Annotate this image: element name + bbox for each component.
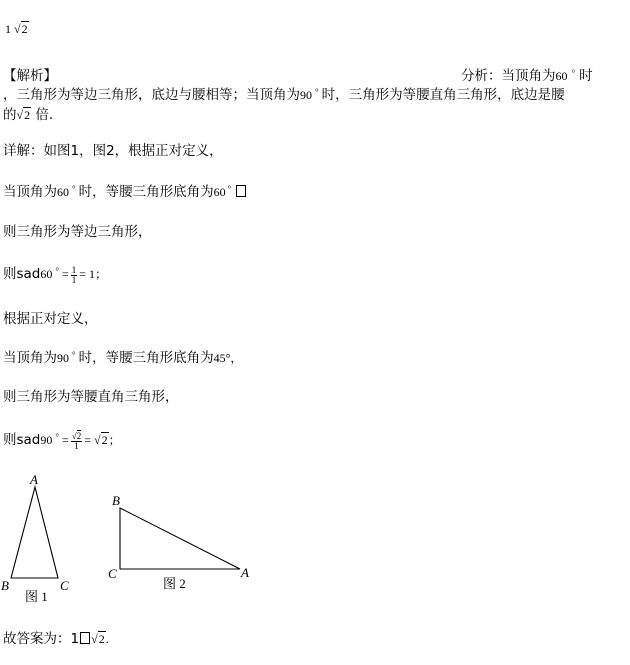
final-prefix: 故答案为：1	[3, 631, 80, 647]
l1b-text: 时，等腰三角形底角为	[78, 184, 214, 200]
angle-90: 90	[300, 88, 312, 102]
angle-60: 60	[555, 69, 568, 83]
l1a-text: 当顶角为	[3, 184, 57, 200]
triangle-1	[11, 487, 58, 578]
final-root: 2	[98, 632, 105, 646]
fraction: $\frac{√2}{1}$	[71, 430, 82, 451]
degree-sign: °	[315, 87, 319, 97]
detail-line-7: 则sad90 ° = $\frac{√2}{1}$ = √2；	[3, 430, 121, 451]
answer-root: 2	[21, 22, 28, 36]
l5b-text: 时，等腰三角形底角为	[78, 350, 214, 366]
final-answer	[3, 627, 109, 647]
degree-sign: °	[72, 184, 76, 194]
sad60-result: = 1；	[79, 267, 108, 281]
detail-line-4: 根据正对定义，	[3, 311, 98, 327]
degree-sign: °	[571, 68, 576, 78]
l7-end: ；	[108, 433, 121, 447]
sad-prefix: 则sad	[3, 266, 41, 282]
analysis-line-3	[3, 103, 53, 123]
line3-root: 2	[24, 108, 31, 122]
detail-line-5	[3, 346, 242, 366]
fig1-caption: 图 1	[25, 589, 48, 604]
final-end: .	[105, 632, 109, 646]
angle-45: 45	[213, 351, 226, 365]
missing-glyph-box	[236, 185, 246, 197]
l5a-text: 当顶角为	[3, 350, 57, 366]
fig1-vertex-A: A	[30, 472, 38, 487]
degree-sign: °	[55, 266, 59, 276]
sqrt-symbol: √2	[16, 108, 31, 122]
fig2-vertex-C: C	[108, 566, 117, 581]
sqrt-symbol: √2	[14, 22, 28, 36]
fig2-vertex-A: A	[241, 565, 249, 580]
sqrt-symbol: √2	[94, 433, 108, 447]
detail-line-3: 则sad60 ° = $\frac{1}{1}$ = 1；	[3, 264, 108, 285]
analysis-line2-text: ，三角形为等边三角形，底边与腰相等；当顶角为	[3, 87, 300, 103]
sqrt-symbol: √2	[91, 632, 105, 646]
analysis-line2-tail: 时，三角形为等腰直角三角形，底边是腰	[321, 87, 565, 103]
figures	[0, 468, 270, 608]
detail-line-2: 则三角形为等边三角形，	[3, 224, 152, 240]
degree-sign: °	[72, 350, 76, 360]
triangle-2	[120, 508, 240, 569]
sad90-root: 2	[101, 433, 108, 447]
fraction-denominator: 1	[71, 274, 77, 285]
angle-60: 60	[40, 267, 53, 281]
sad-prefix: 则sad	[3, 432, 41, 448]
fig2-vertex-B: B	[112, 493, 120, 508]
angle-60: 60	[57, 185, 69, 199]
fraction-denominator: 1	[74, 440, 79, 451]
angle-90: 90	[40, 433, 53, 447]
line3-prefix: 的	[3, 107, 17, 123]
fig1-vertex-C: C	[60, 578, 69, 593]
answer-value-1: 1	[5, 22, 11, 36]
line3-suffix: 倍.	[35, 107, 54, 123]
detail-intro: 详解：如图1，图2，根据正对定义，	[3, 143, 223, 159]
degree-sign: °	[55, 432, 59, 442]
shi-text: 时	[579, 68, 593, 84]
figure-1	[1, 472, 69, 604]
fig1-vertex-B: B	[1, 578, 9, 593]
degree-sign: °	[227, 184, 232, 194]
l5-end: °，	[225, 351, 243, 365]
analysis-header: 【解析】	[3, 68, 57, 84]
analysis-line-2	[3, 83, 565, 103]
fraction-numerator: 1	[71, 264, 77, 275]
figure-2	[108, 493, 249, 591]
fenxi-text: 分析：当顶角为	[461, 68, 556, 84]
angle-90: 90	[57, 351, 69, 365]
missing-glyph-box	[80, 632, 90, 644]
analysis-fenxi	[461, 64, 593, 84]
detail-line-6: 则三角形为等腰直角三角形，	[3, 389, 179, 405]
answer-line	[5, 22, 29, 37]
fig2-caption: 图 2	[163, 576, 186, 591]
angle-60: 60	[213, 185, 226, 199]
fraction	[71, 266, 78, 285]
fraction-numerator: 2	[76, 430, 82, 441]
detail-line-1	[3, 180, 246, 200]
